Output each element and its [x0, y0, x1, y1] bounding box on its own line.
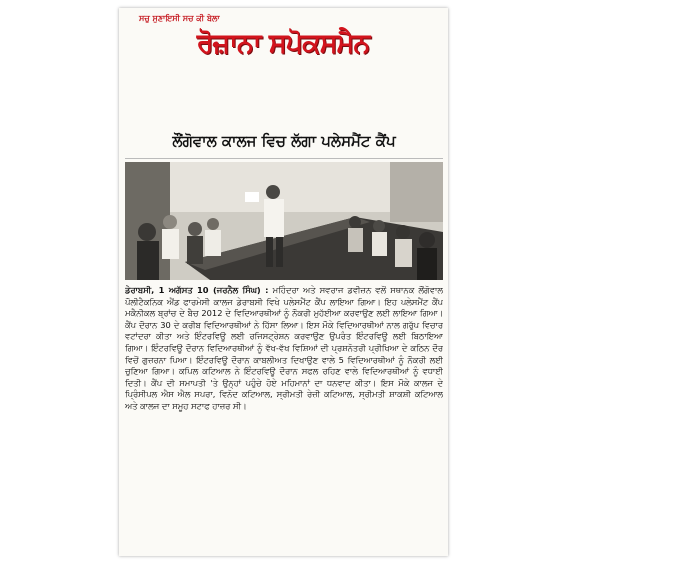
article-dateline: ਡੇਰਾਬਸੀ, 1 ਅਗੱਸਤ 10 (ਜਰਨੈਲ ਸਿੰਘ) : [125, 285, 269, 295]
masthead-tagline: ਸਚੁ ਸੁਣਾਇਸੀ ਸਚ ਕੀ ਬੇਲਾ [139, 14, 220, 23]
article-body [125, 285, 443, 553]
article-headline: ਲੌਂਗੋਵਾਲ ਕਾਲਜ ਵਿਚ ਲੱਗਾ ਪਲੇਸਮੈਂਟ ਕੈਂਪ [125, 132, 443, 159]
article-photo [125, 162, 443, 280]
article-block [125, 132, 443, 556]
article-text: ਮਹਿੰਦਰਾ ਅਤੇ ਸਵਰਾਜ ਡਵੀਜ਼ਨ ਵਲੋਂ ਸਥਾਨਕ ਲੌਂਗੋਵਾਲ ਪੌਲੀਟੈਕਨਿਕ ਐਂਡ ਫਾਰਮੇਸੀ ਕਾਲਜ ਡੇਰਾਬਸੀ ਵਿਖੇ ਪਲੇਸਮੈਂਟ ਕੈਂਪ ਲਾਇਆ ਗਿਆ। ਇਹ ਪਲੇਸਮੈਂਟ ਕੈਂਪ ਮਕੈਨੀਕਲ ਬ੍ਰਾਂਚ ਦੇ ਬੈਚ 2012 ਦੇ ਵਿਦਿਆਰਥੀਆਂ ਨੂੰ ਨੌਕਰੀ ਮੁਹੱਈਆ ਕਰਵਾਉਣ ਲਈ ਲਾਇਆ ਗਿਆ। ਕੈਂਪ ਦੌਰਾਨ 30 ਦੇ ਕਰੀਬ ਵਿਦਿਆਰਥੀਆਂ ਨੇ ਹਿੱਸਾ ਲਿਆ। ਇਸ ਮੌਕੇ ਵਿਦਿਆਰਥੀਆਂ ਨਾਲ ਗਰੁੱਪ ਵਿਚਾਰ ਵਟਾਂਦਰਾ ਕੀਤਾ ਅਤੇ ਇੰਟਰਵਿਊ ਲਈ ਰਜਿਸਟ੍ਰੇਸ਼ਨ ਕਰਵਾਉਣ ਉਪਰੰਤ ਇੰਟਰਵਿਊ ਲਈ ਬਿਠਾਇਆ ਗਿਆ। ਇੰਟਰਵਿਊ ਦੌਰਾਨ ਵਿਦਿਆਰਥੀਆਂ ਨੂੰ ਵੱਖ-ਵੱਖ ਵਿਸ਼ਿਆਂ ਦੀ ਪ੍ਰਸ਼ਨੋਤਰੀ ਪ੍ਰੀਖਿਆ ਦੇ ਕਠਿਨ ਦੌਰ ਵਿਚੋਂ ਗੁਜ਼ਰਨਾ ਪਿਆ। ਇੰਟਰਵਿਊ ਦੌਰਾਨ ਕਾਬਲੀਅਤ ਦਿਖਾਉਣ ਵਾਲੇ 5 ਵਿਦਿਆਰਥੀਆਂ ਨੂੰ ਨੌਕਰੀ ਲਈ ਚੁਣਿਆ ਗਿਆ। ਕਪਿਲ ਕਟਿਆਲ ਨੇ ਇੰਟਰਵਿਊ ਦੌਰਾਨ ਸਫਲ ਰਹਿਣ ਵਾਲੇ ਵਿਦਿਆਰਥੀਆਂ ਨੂੰ ਵਧਾਈ ਦਿਤੀ। ਕੈਂਪ ਦੀ ਸਮਾਪਤੀ 'ਤੇ ਉਨ੍ਹਾਂ ਪਹੁੰਚੇ ਹੋਏ ਮਹਿਮਾਨਾਂ ਦਾ ਧਨਵਾਦ ਕੀਤਾ। ਇਸ ਮੌਕੇ ਕਾਲਜ ਦੇ ਪ੍ਰਿੰਸੀਪਲ ਐਸ ਐਲ ਸਪਰਾ, ਵਿਨੋਦ ਕਟਿਆਲ, ਸ੍ਰੀਮਤੀ ਰੇਜ਼ੀ ਕਟਿਆਲ, ਸ੍ਰੀਮਤੀ ਸ਼ਾਕਸ਼ੀ ਕਟਿਆਲ ਅਤੇ ਕਾਲਜ ਦਾ ਸਮੂਹ ਸਟਾਫ ਹਾਜ਼ਰ ਸੀ। [125, 285, 443, 411]
newspaper-clipping [119, 8, 448, 556]
newspaper-logo: ਰੋਜ਼ਾਨਾ ਸਪੋਕਸਮੈਨ [196, 28, 370, 59]
masthead [119, 8, 448, 108]
